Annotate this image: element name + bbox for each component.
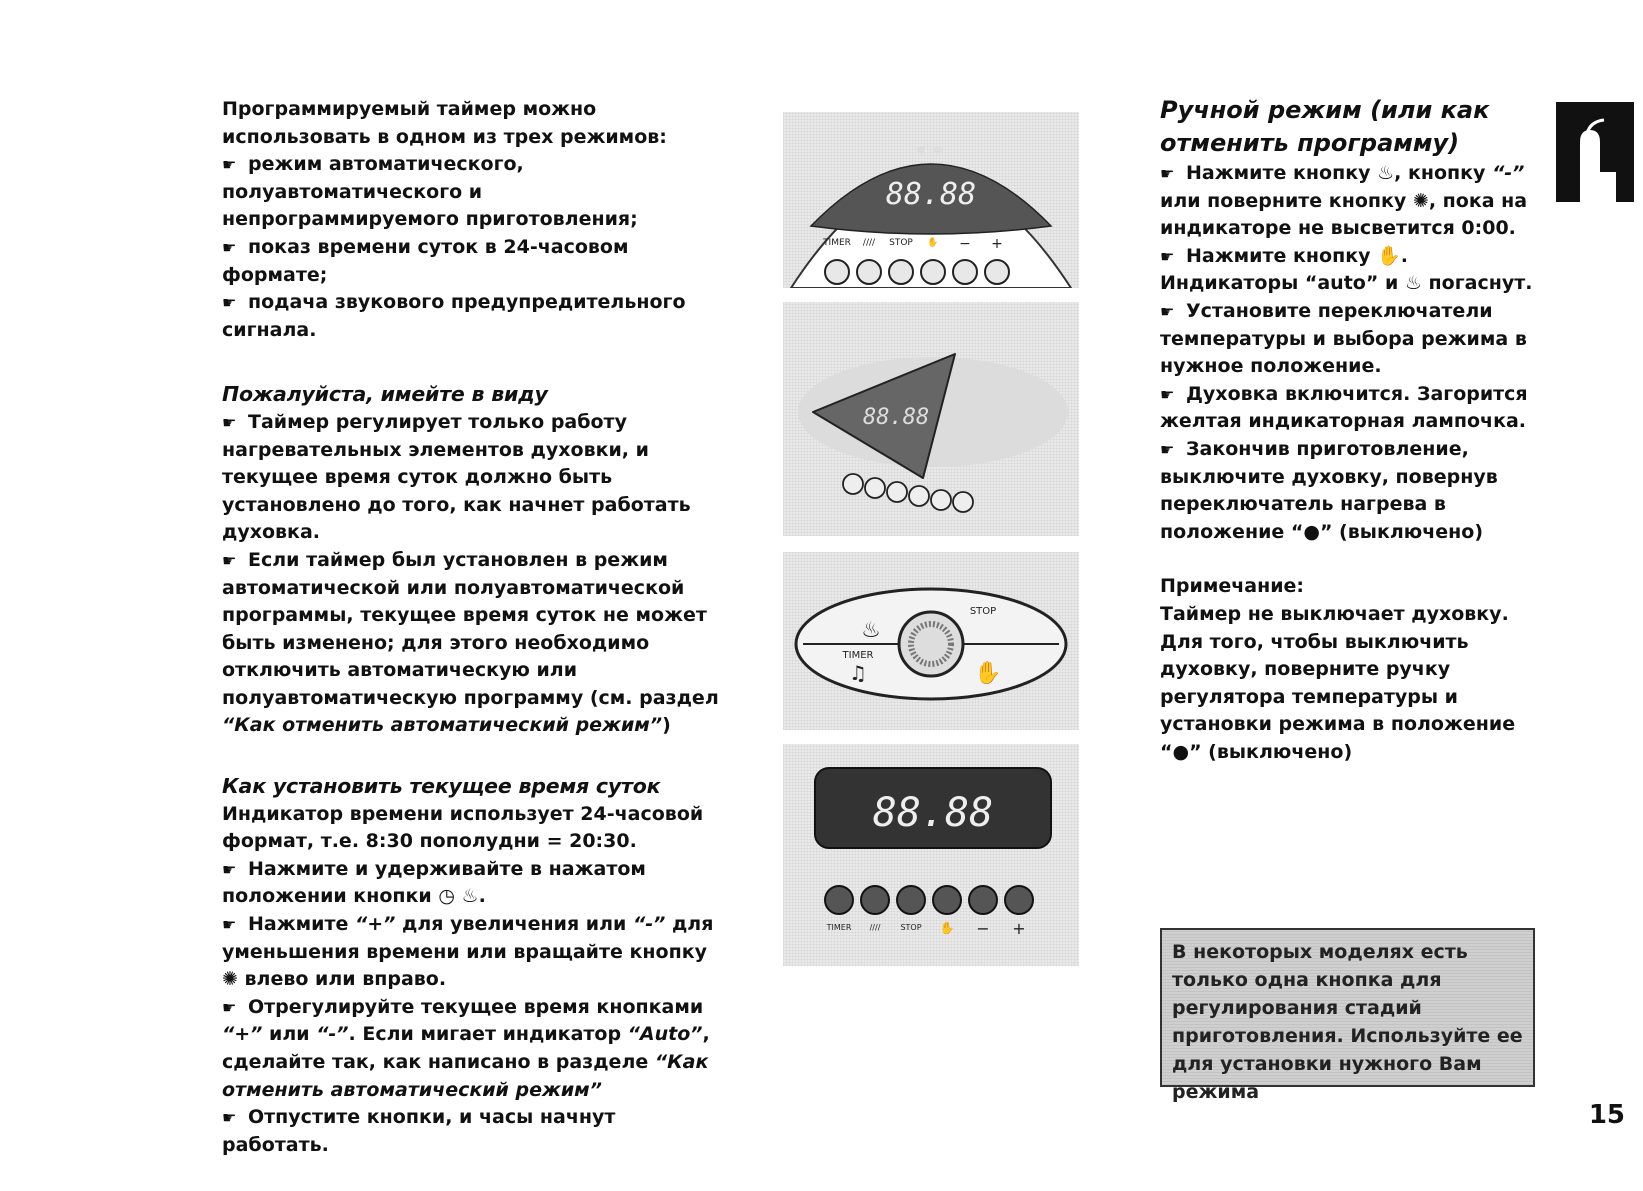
- intro-bullet: ☛ подача звукового предупредительного сигнала.: [222, 291, 686, 341]
- cook-icon: ♨: [861, 618, 881, 643]
- minus-button-2[interactable]: [865, 478, 885, 498]
- display-readout: 88.88: [885, 177, 977, 212]
- set-time-text: Индикатор времени использует 24-часовой формат, т.е. 8:30 пополудни = 20:30.: [222, 802, 704, 853]
- display-readout-4: 88.88: [872, 790, 994, 836]
- plus-label-4: +: [1012, 919, 1026, 938]
- plus-button-2[interactable]: [843, 474, 863, 494]
- hand-pointer-icon: ☛: [222, 1108, 237, 1128]
- cook-button-2[interactable]: [931, 490, 951, 510]
- cook-button[interactable]: [857, 260, 881, 284]
- set-time-bullet: ☛ Отпустите кнопки, и часы начнут работать.: [222, 1106, 616, 1156]
- intro-bullet: ☛ режим автоматического, полуавтоматического и непрограммируемого приготовления;: [222, 153, 638, 231]
- timer-button-2[interactable]: [953, 492, 973, 512]
- dome-panel-graphic: [783, 112, 1079, 288]
- stop-button-2[interactable]: [909, 486, 929, 506]
- minus-label: −: [959, 236, 971, 252]
- manual-button-2[interactable]: [887, 482, 907, 502]
- timer-label-4: TIMER: [826, 923, 852, 932]
- control-panel-oval: [783, 552, 1079, 730]
- note-bullet: ☛ Таймер регулирует только работу нагревательных элементов духовки, и текущее время суток должно быть установлено до того, как начнет работать духовка.: [222, 410, 691, 544]
- hand-pointer-icon: ☛: [222, 859, 237, 879]
- plus-button[interactable]: [985, 260, 1009, 284]
- manual-bullet: ☛ Закончив приготовление, выключите духовку, повернув переключатель нагрева в положение “●” (выключено): [1160, 437, 1498, 543]
- cook-label: ////: [862, 238, 876, 248]
- stop-label: STOP: [889, 238, 913, 248]
- minus-label-4: −: [976, 919, 990, 938]
- plus-button-4[interactable]: [1005, 886, 1033, 914]
- section-title-note: Пожалуйста, имейте в виду: [222, 382, 548, 407]
- hand-pointer-icon: ☛: [1160, 439, 1175, 459]
- hand-pointer-icon: ☛: [222, 155, 237, 175]
- stop-label-3: STOP: [969, 606, 997, 617]
- stop-button[interactable]: [889, 260, 913, 284]
- manual-mode-title: Ручной режим (или как отменить программу): [1160, 96, 1490, 157]
- cook-button-4[interactable]: [861, 886, 889, 914]
- set-time-bullet: ☛ Отрегулируйте текущее время кнопками “+” или “-”. Если мигает индикатор “Auto”, сделайте так, как написано в разделе “Как отменить автоматический режим”: [222, 995, 710, 1101]
- bell-icon: ♫: [849, 661, 867, 685]
- triangle-panel-graphic: [783, 302, 1079, 536]
- hand-pointer-icon: ☛: [1160, 384, 1175, 404]
- hand-pointer-icon: ☛: [1160, 246, 1175, 266]
- manual-bullet: ☛ Духовка включится. Загорится желтая индикаторная лампочка.: [1160, 382, 1528, 433]
- control-panel-triangle: [783, 302, 1079, 536]
- timer-label-3: TIMER: [842, 650, 874, 661]
- stop-button-4[interactable]: [897, 886, 925, 914]
- hand-pointer-icon: ☛: [222, 412, 237, 432]
- manual-bullet: ☛ Нажмите кнопку ✋. Индикаторы “auto” и ♨ погаснут.: [1160, 244, 1533, 295]
- minus-button[interactable]: [953, 260, 977, 284]
- hand-pointer-icon: ☛: [1160, 164, 1175, 183]
- hand-pointer-icon: ☛: [1160, 301, 1175, 321]
- timer-button[interactable]: [825, 260, 849, 284]
- manual-label-4: ✋: [939, 921, 955, 935]
- tip-text: В некоторых моделях есть только одна кнопка для регулирования стадий приготовления. Используйте ее для установки нужного Вам режима: [1172, 941, 1523, 1103]
- tip-box: [1160, 928, 1535, 1103]
- note-text: Таймер не выключает духовку. Для того, чтобы выключить духовку, поверните ручку регулятора температуры и установки режима в положение “●” (выключено): [1160, 602, 1516, 763]
- set-time-bullet: ☛ Нажмите “+” для увеличения или “-” для уменьшения времени или вращайте кнопку ✺ влево или вправо.: [222, 913, 714, 991]
- control-panel-flat: [783, 744, 1079, 966]
- hand-pointer-icon: ☛: [222, 550, 237, 570]
- hand-pointer-icon: ☛: [222, 997, 237, 1017]
- manual-button-4[interactable]: [933, 886, 961, 914]
- hand-icon: ✋: [974, 661, 1002, 686]
- hand-pointer-icon: ☛: [222, 237, 237, 257]
- note-bullet: ☛ Если таймер был установлен в режим автоматической или полуавтоматической программы, текущее время суток не может быть изменено; для этого необходимо отключить автоматическую или полуавтоматическую программу (см. раздел “Как отменить автоматический режим”): [222, 548, 719, 737]
- intro-text: Программируемый таймер можно использовать в одном из трех режимов:: [222, 98, 667, 148]
- left-column: [222, 96, 722, 1159]
- touch-control-tab-icon: [1556, 102, 1634, 202]
- display-readout-2: 88.88: [863, 405, 930, 430]
- manual-bullet: ☛ Нажмите кнопку ♨, кнопку “-” или поверните кнопку ✺, пока на индикаторе не высветится 0:00.: [1160, 162, 1528, 240]
- minus-button-4[interactable]: [969, 886, 997, 914]
- hand-pointer-icon: ☛: [222, 915, 237, 935]
- note-title: Примечание:: [1160, 575, 1305, 598]
- manual-button[interactable]: [921, 260, 945, 284]
- stop-label-4: STOP: [900, 923, 922, 932]
- hand-pointer-icon: ☛: [222, 293, 237, 313]
- flat-panel-graphic: [783, 744, 1079, 966]
- right-column: [1160, 94, 1540, 766]
- section-title-set-time: Как установить текущее время суток: [222, 774, 661, 799]
- manual-bullet: ☛ Установите переключатели температуры и выбора режима в нужное положение.: [1160, 299, 1527, 378]
- set-time-bullet: ☛ Нажмите и удерживайте в нажатом положении кнопки ◷ ♨.: [222, 857, 646, 908]
- timer-label: TIMER: [823, 238, 851, 248]
- plus-label: +: [991, 236, 1003, 252]
- manual-label: ✋: [927, 238, 939, 248]
- oval-panel-graphic: [783, 552, 1079, 730]
- timer-button-4[interactable]: [825, 886, 853, 914]
- control-panel-dome: [783, 112, 1079, 288]
- cook-label-4: ////: [869, 923, 881, 932]
- page-number: 15: [1588, 1100, 1625, 1130]
- intro-bullet: ☛ показ времени суток в 24-часовом формате;: [222, 235, 629, 286]
